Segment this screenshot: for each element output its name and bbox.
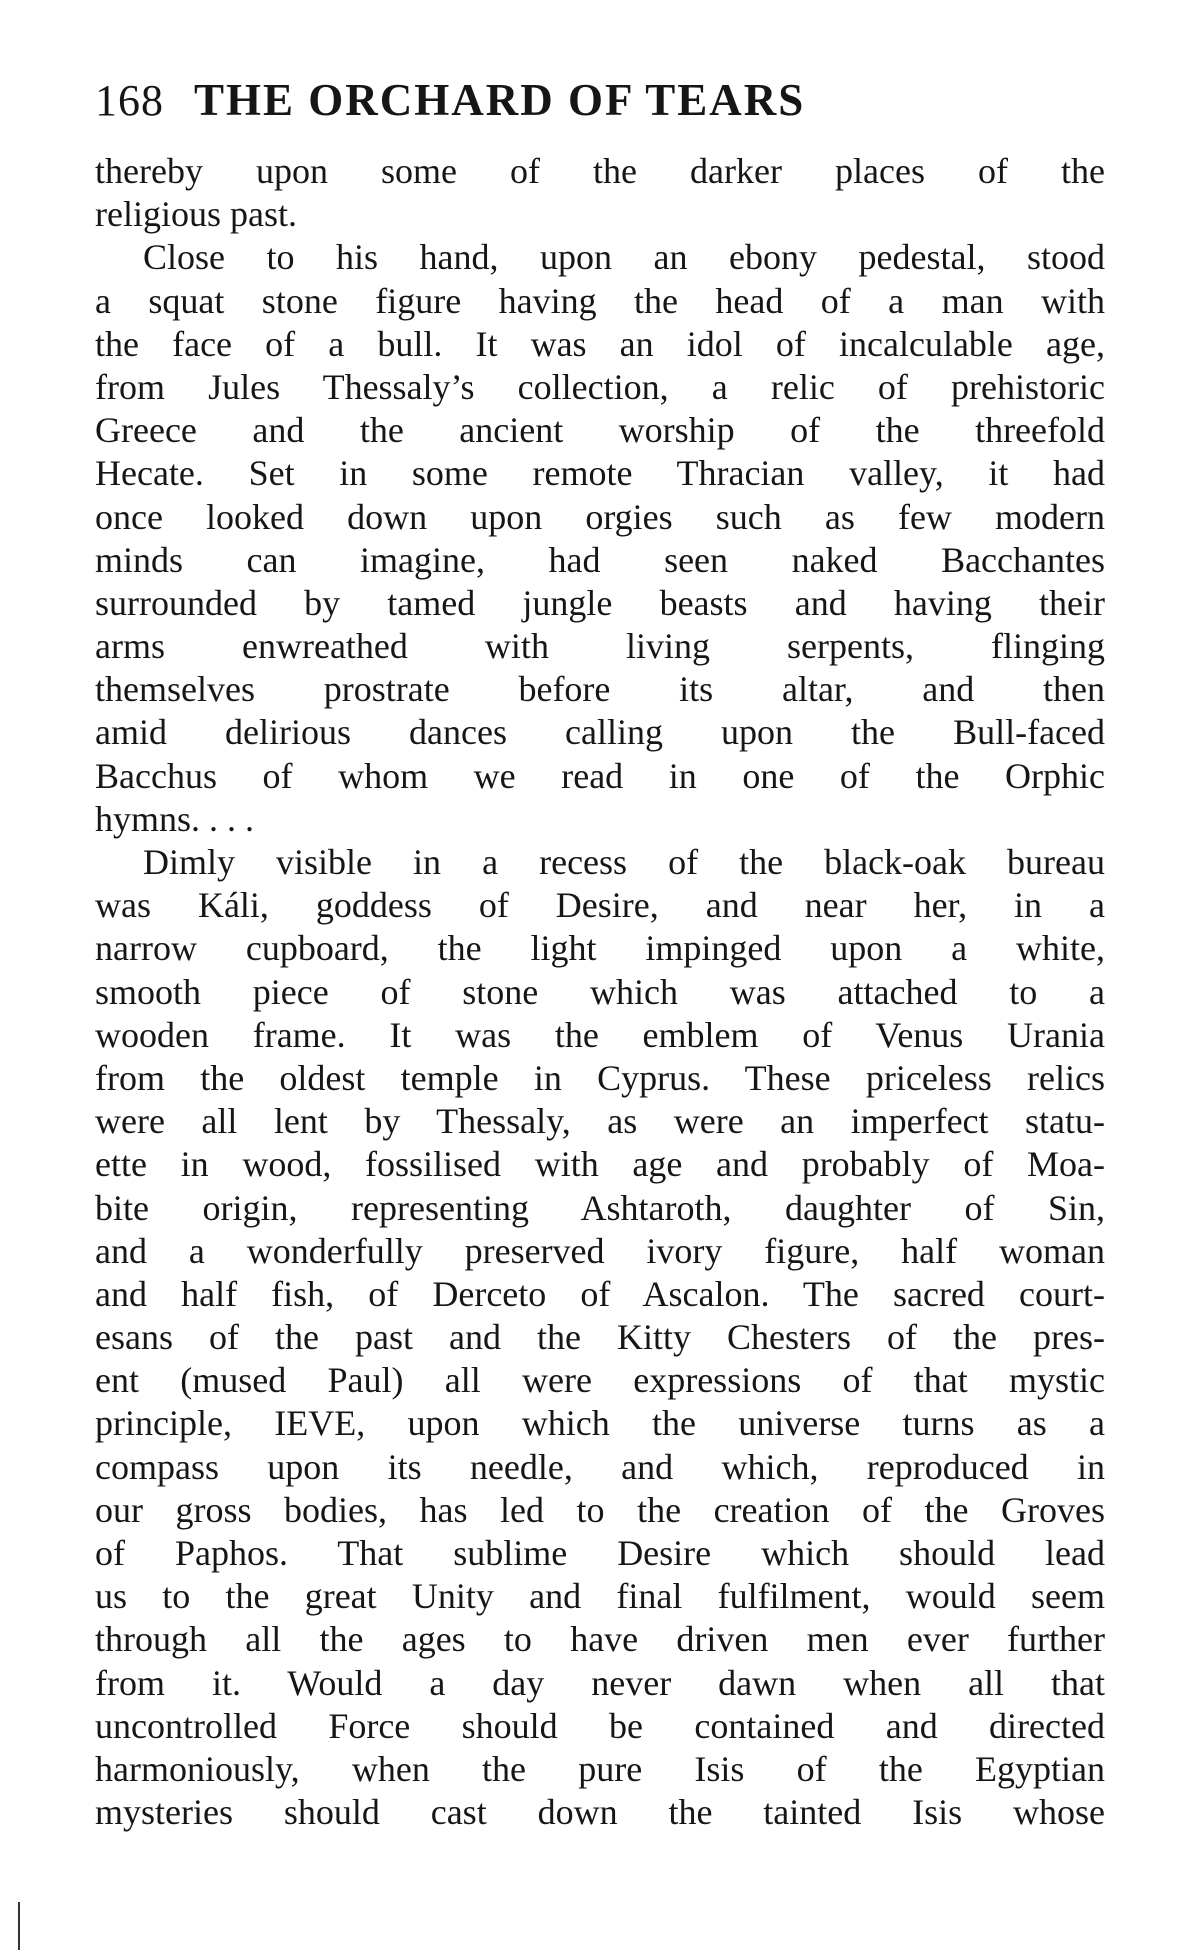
- text-line: narrow cupboard, the light impinged upon a white,: [95, 928, 1105, 969]
- text-line: smooth piece of stone which was attached to a: [95, 971, 1105, 1012]
- text-line: thereby upon some of the darker places of the: [95, 151, 1105, 191]
- page-number: 168: [95, 76, 164, 125]
- text-line: surrounded by tamed jungle beasts and having their: [95, 582, 1105, 623]
- margin-mark: [18, 1902, 20, 1950]
- running-head: [95, 72, 1105, 128]
- text-line: once looked down upon orgies such as few modern: [95, 496, 1105, 537]
- text-line: Bacchus of whom we read in one of the Orphic: [95, 755, 1105, 796]
- text-line: wooden frame. It was the emblem of Venus Urania: [95, 1014, 1105, 1055]
- text-line: ent (mused Paul) all were expressions of that mystic: [95, 1360, 1105, 1401]
- text-line: minds can imagine, had seen naked Bacchantes: [95, 539, 1105, 580]
- text-line: from it. Would a day never dawn when all that: [95, 1662, 1105, 1703]
- text-line: of Paphos. That sublime Desire which should lead: [95, 1533, 1105, 1573]
- text-line: us to the great Unity and final fulfilment, would seem: [95, 1576, 1105, 1617]
- text-line: principle, IEVE, upon which the universe turns as a: [95, 1403, 1105, 1444]
- book-title: THE ORCHARD OF TEARS: [194, 75, 806, 125]
- text-line: Close to his hand, upon an ebony pedestal, stood: [143, 237, 1105, 278]
- text-line: compass upon its needle, and which, reproduced in: [95, 1446, 1105, 1487]
- body-text: [95, 150, 1105, 1834]
- text-line: esans of the past and the Kitty Chesters of the pres-: [95, 1317, 1105, 1358]
- text-line: and half fish, of Derceto of Ascalon. The sacred court-: [95, 1273, 1105, 1314]
- text-line: ette in wood, fossilised with age and probably of Moa-: [95, 1144, 1105, 1185]
- text-line: from Jules Thessaly’s collection, a relic of prehistoric: [95, 366, 1105, 407]
- text-line: religious past.: [95, 194, 297, 235]
- text-line: arms enwreathed with living serpents, flinging: [95, 626, 1105, 667]
- text-line: Dimly visible in a recess of the black-oak bureau: [143, 842, 1105, 882]
- text-line: themselves prostrate before its altar, and then: [95, 669, 1105, 710]
- text-line: from the oldest temple in Cyprus. These priceless relics: [95, 1057, 1105, 1098]
- text-line: were all lent by Thessaly, as were an imperfect statu-: [95, 1101, 1105, 1142]
- text-line: the face of a bull. It was an idol of incalculable age,: [95, 323, 1105, 364]
- text-line: through all the ages to have driven men ever further: [95, 1619, 1105, 1660]
- text-line: Greece and the ancient worship of the threefold: [95, 410, 1105, 451]
- text-line: harmoniously, when the pure Isis of the Egyptian: [95, 1748, 1105, 1789]
- text-line: our gross bodies, has led to the creation of the Groves: [95, 1489, 1105, 1530]
- text-line: Hecate. Set in some remote Thracian valley, it had: [95, 453, 1105, 494]
- text-line: was Káli, goddess of Desire, and near her, in a: [95, 885, 1105, 926]
- text-line: mysteries should cast down the tainted Isis whose: [95, 1792, 1105, 1833]
- text-line: uncontrolled Force should be contained and directed: [95, 1705, 1105, 1746]
- text-line: bite origin, representing Ashtaroth, daughter of Sin,: [95, 1187, 1105, 1228]
- text-line: hymns. . . .: [95, 798, 255, 839]
- text-line: amid delirious dances calling upon the Bull-faced: [95, 712, 1105, 753]
- text-line: and a wonderfully preserved ivory figure, half woman: [95, 1230, 1105, 1271]
- book-page: [95, 72, 1105, 1834]
- text-line: a squat stone figure having the head of a man with: [95, 280, 1105, 321]
